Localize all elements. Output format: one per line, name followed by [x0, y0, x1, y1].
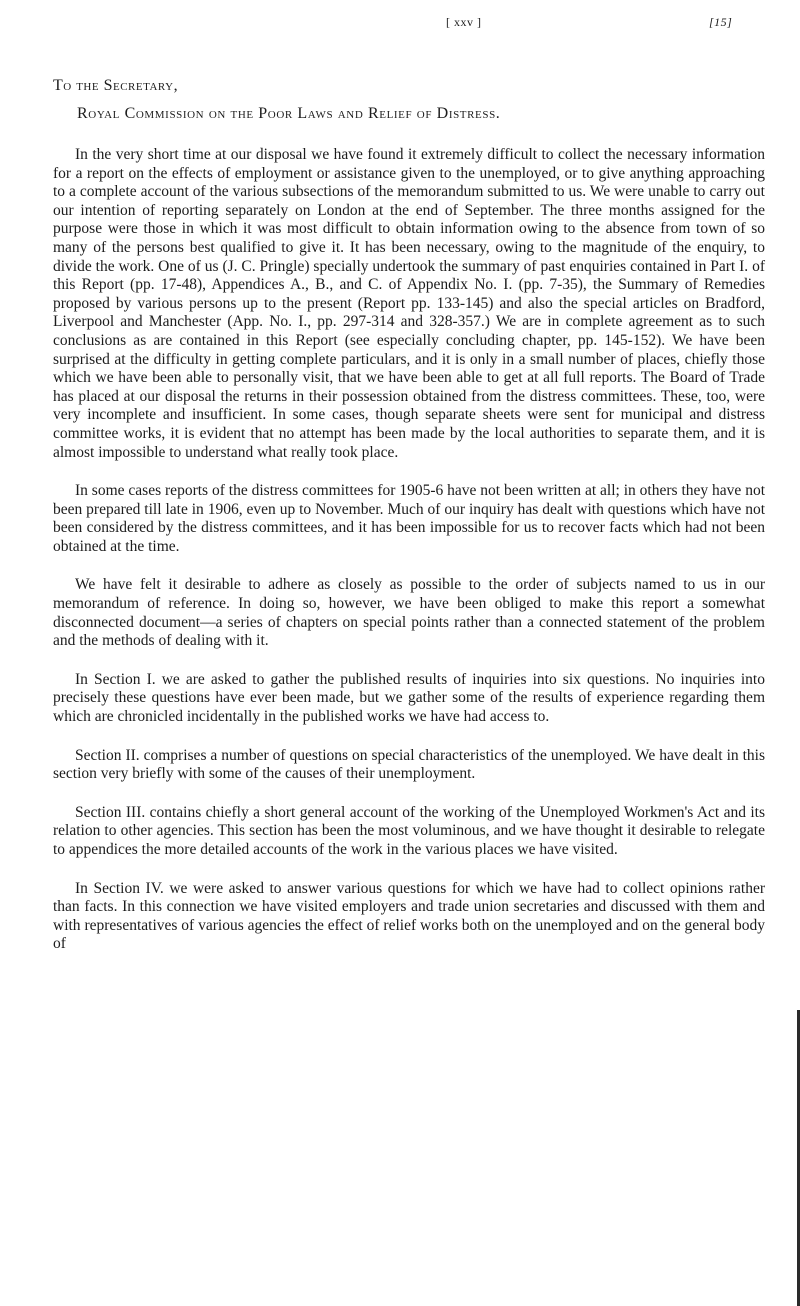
paragraph-7: In Section IV. we were asked to answer various questions for which we have had to collect opinions rather than facts. In this connection we have visited employers and trade union secretaries and discussed with them and with representatives of various agencies the effect of relief works both on the unemployed and on the general body of — [53, 879, 765, 953]
paragraph-3: We have felt it desirable to adhere as closely as possible to the order of subjects named to us in our memorandum of reference. In doing so, however, we have been obliged to make this report a somewhat disconnected document—a series of chapters on special points rather than a connected statement of the problem and the methods of dealing with it. — [53, 576, 765, 650]
paragraph-4: In Section I. we are asked to gather the published results of inquiries into six questions. No inquiries into precisely these questions have ever been made, but we gather some of the results of experience regarding them which are chronicled incidentally in the published works we have had access to. — [53, 670, 765, 726]
report-body — [53, 146, 765, 974]
letter-addressee: Royal Commission on the Poor Laws and Relief of Distress. — [77, 105, 501, 122]
paragraph-1: In the very short time at our disposal we have found it extremely difficult to collect the necessary information for a report on the effects of employment or assistance given to the unemployed, or to give anything approaching to a complete account of the various subsections of the memorandum submitted to us. We were unable to carry out our intention of reporting separately on London at the end of September. The three months assigned for the purpose were those in which it was most difficult to obtain information owing to the absence from town of so many of the persons best qualified to give it. It has been necessary, owing to the magnitude of the enquiry, to divide the work. One of us (J. C. Pringle) specially undertook the summary of past enquiries contained in Part I. of this Report (pp. 17-48), Appendices A., B., and C. of Appendix No. I. (pp. 7-35), the Summary of Remedies proposed by various persons up to the present (Report pp. 133-145) and also the special articles on Bradford, Liverpool and Manchester (App. No. I., pp. 297-314 and 328-357.) We are in complete agreement as to such conclusions as are contained in this Report (see especially concluding chapter, pp. 145-152). We have been surprised at the difficulty in getting complete particulars, and it is only in a small number of places, chiefly those which we have been able to personally visit, that we have been able to get at all full reports. The Board of Trade has placed at our disposal the returns in their possession obtained from the distress committees. These, too, were very incomplete and insufficient. In some cases, though separate sheets were sent for municipal and distress committee works, it is evident that no attempt has been made by the local authorities to separate them, and it is almost impossible to understand what really took place. — [53, 146, 765, 461]
paragraph-2: In some cases reports of the distress committees for 1905-6 have not been written at all; in others they have not been prepared till late in 1906, even up to November. Much of our inquiry has dealt with questions which have not been considered by the distress committees, and it has been impossible for us to recover facts which had not been obtained at the time. — [53, 482, 765, 555]
page-number: [15] — [709, 15, 733, 29]
paragraph-5: Section II. comprises a number of questions on special characteristics of the unemployed. We have dealt in this section very briefly with some of the causes of their unemployment. — [53, 746, 765, 783]
paragraph-6: Section III. contains chiefly a short general account of the working of the Unemployed Workmen's Act and its relation to other agencies. This section has been the most voluminous, and we have thought it desirable to relegate to appendices the more detailed accounts of the work in the various places we have visited. — [53, 803, 765, 858]
letter-salutation: To the Secretary, — [53, 77, 179, 94]
roman-page-number: [ xxv ] — [446, 15, 482, 29]
page-header — [53, 15, 765, 35]
